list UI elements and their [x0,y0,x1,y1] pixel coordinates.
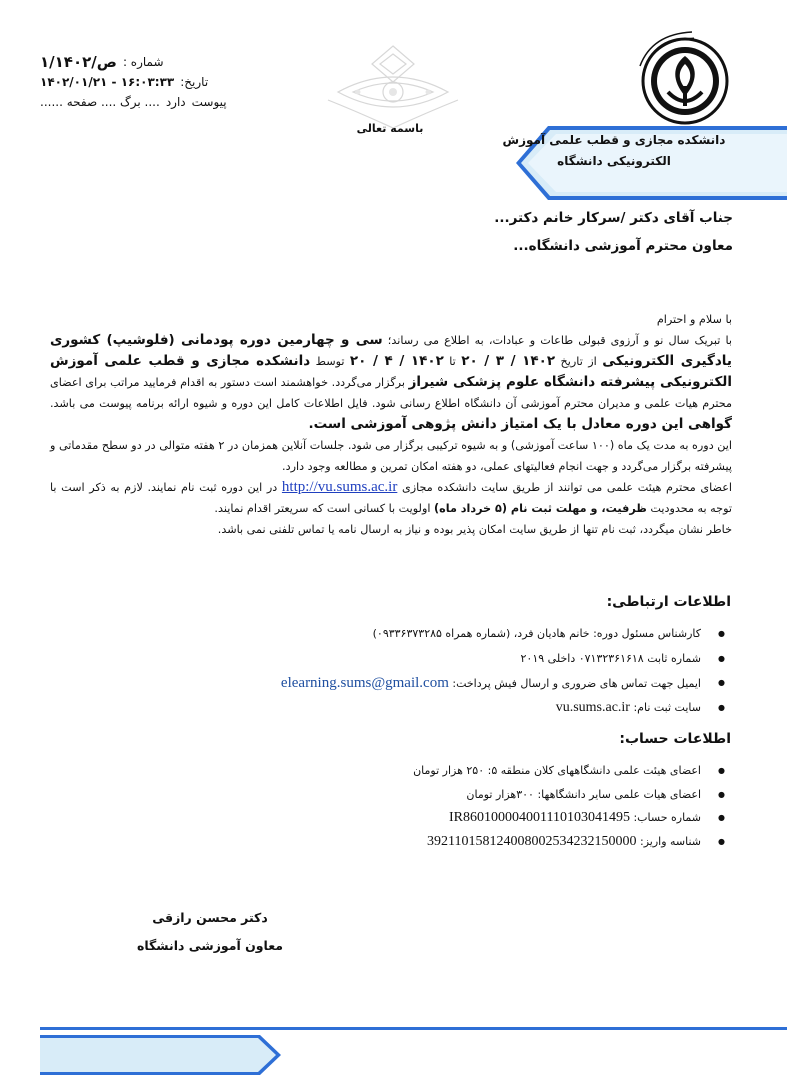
signer-name: دکتر محسن رازقی [152,910,268,925]
p1-start-date: ۱۴۰۲ / ۳ / ۲۰ [461,353,556,369]
number-value: ص/۱/۱۴۰۲ [40,53,117,71]
footer-banner [40,1035,281,1075]
list-item [231,647,731,672]
greeting: با سلام و احترام [656,313,732,326]
recipient-line2: معاون محترم آموزشی دانشگاه... [513,238,733,254]
p1-certificate: گواهی این دوره معادل با یک امتیاز دانش پژوهی آموزشی است. [308,416,732,432]
date-label: تاریخ: [180,75,209,89]
attachment-row [40,92,235,112]
basmala: باسمه تعالی [356,122,424,135]
p1-organizer: دانشکده مجازی و قطب علمی آموزش الکترونیکی پیشرفته دانشگاه علوم پزشکی شیراز [50,353,732,390]
list-item [231,622,731,647]
office-phone: شماره ثابت ۰۷۱۳۲۳۶۱۶۱۸ داخلی ۲۰۱۹ [520,651,701,665]
registration-link[interactable]: http://vu.sums.ac.ir [281,479,398,495]
faculty-name-line2: الکترونیکی دانشگاه [557,154,671,168]
signer-title: معاون آموزشی دانشگاه [136,938,284,953]
ornament-decoration [318,42,468,134]
footer-divider [40,1027,787,1030]
site-label: سایت ثبت نام: [633,700,701,714]
number-label: شماره : [122,55,164,69]
p1-course-name: سی و چهارمین دوره پودمانی (فلوشیپ) کشوری یادگیری الکترونیکی [50,332,732,369]
paragraph-3 [50,477,732,519]
recipient [333,204,733,260]
p1-intro: با تبریک سال نو و آرزوی قبولی طاعات و عبادات، به اطلاع می رساند؛ [387,334,732,347]
p1-details: برگزار می‌گردد. خواهشمند است دستور به اقدام فرمایید مراتب برای اعضای محترم هیات علمی و مدیران محترم آموزشی آن دانشگاه اطلاع رسانی شود. فایل اطلاعات کامل این دوره و شیوه ارائه برنامه پیوست می باشد. [50,376,732,410]
list-item [231,696,731,721]
p1-end-date: ۱۴۰۲ / ۴ / ۲۰ [349,353,444,369]
p3-deadline: ظرفیت، و مهلت ثبت نام (۵ خرداد ماه) [434,502,647,515]
number-row [40,52,235,72]
p1-by: توسط [315,355,345,368]
account-section-title: اطلاعات حساب: [619,731,731,747]
university-logo [632,26,738,132]
paragraph-1 [50,330,732,435]
paragraph-2: این دوره به مدت یک ماه (۱۰۰ ساعت آموزشی) و به شیوه ترکیبی برگزار می شود. جلسات آنلاین همزمان در ۲ هفته متوالی در دو سطح مقدماتی و پیشرفته برگزار می‌گردد و جهت انجام فعالیتهای عملی، دو هفته امکان تمرین و مطالعه وجود دارد. [50,439,732,473]
course-expert: کارشناس مسئول دوره: خانم هادیان فرد، (شماره همراه ۰۹۳۳۶۳۷۳۲۸۵) [372,627,701,640]
p1-to: تا [449,355,456,368]
deposit-id-label: شناسه واریز: [639,834,701,848]
fee-other: اعضای هیات علمی سایر دانشگاهها: ۳۰۰هزار تومان [466,787,701,801]
list-item [231,830,731,854]
list-item [231,806,731,830]
list-item [231,783,731,807]
account-number-label: شماره حساب: [633,811,701,824]
paragraph-4: خاطر نشان میگردد، ثبت نام تنها از طریق سایت امکان پذیر بوده و نیاز به ارسال نامه یا تماس تلفنی نمی باشد. [217,523,732,536]
contact-section-title: اطلاعات ارتباطی: [606,594,731,610]
list-item [231,759,731,783]
fee-region5: اعضای هیئت علمی دانشگاههای کلان منطقه ۵: ۲۵۰ هزار تومان [413,764,701,777]
p3-intro: اعضای محترم هیئت علمی می توانند از طریق سایت دانشکده مجازی [401,481,732,494]
attachment-value: دارد [165,95,186,109]
email-label: ایمیل جهت تماس های ضروری و ارسال فیش پرداخت: [452,677,701,690]
faculty-name [499,130,729,172]
account-list [231,759,731,853]
email-link[interactable]: elearning.sums@gmail.com [280,675,449,691]
account-number: IR860100004001110103041495 [449,810,630,825]
p1-from: از تاریخ [560,355,597,368]
attachment-label: پیوست [191,95,227,109]
list-item [231,671,731,696]
site-link[interactable]: vu.sums.ac.ir [555,699,630,715]
date-row [40,72,235,92]
page-count: .... برگ .... صفحه ...... [40,95,160,109]
recipient-line1: جناب آقای دکتر /سرکار خانم دکتر... [494,210,733,226]
faculty-name-line1: دانشکده مجازی و قطب علمی آموزش [502,133,726,147]
contact-list [231,622,731,720]
letter-body [50,309,732,540]
p3-middle: در این دوره ثبت نام نمایند. لازم به ذکر است با توجه به محدودیت [50,481,732,515]
letter-meta [40,52,235,112]
signature-block [130,904,290,960]
deposit-id: 392110158124008002534232150000 [427,833,637,849]
date-value: ۱۶:۰۳:۳۳ - ۱۴۰۲/۰۱/۲۱ [40,75,175,89]
p3-priority: اولویت با کسانی است که سریعتر اقدام نمایند. [214,502,431,515]
